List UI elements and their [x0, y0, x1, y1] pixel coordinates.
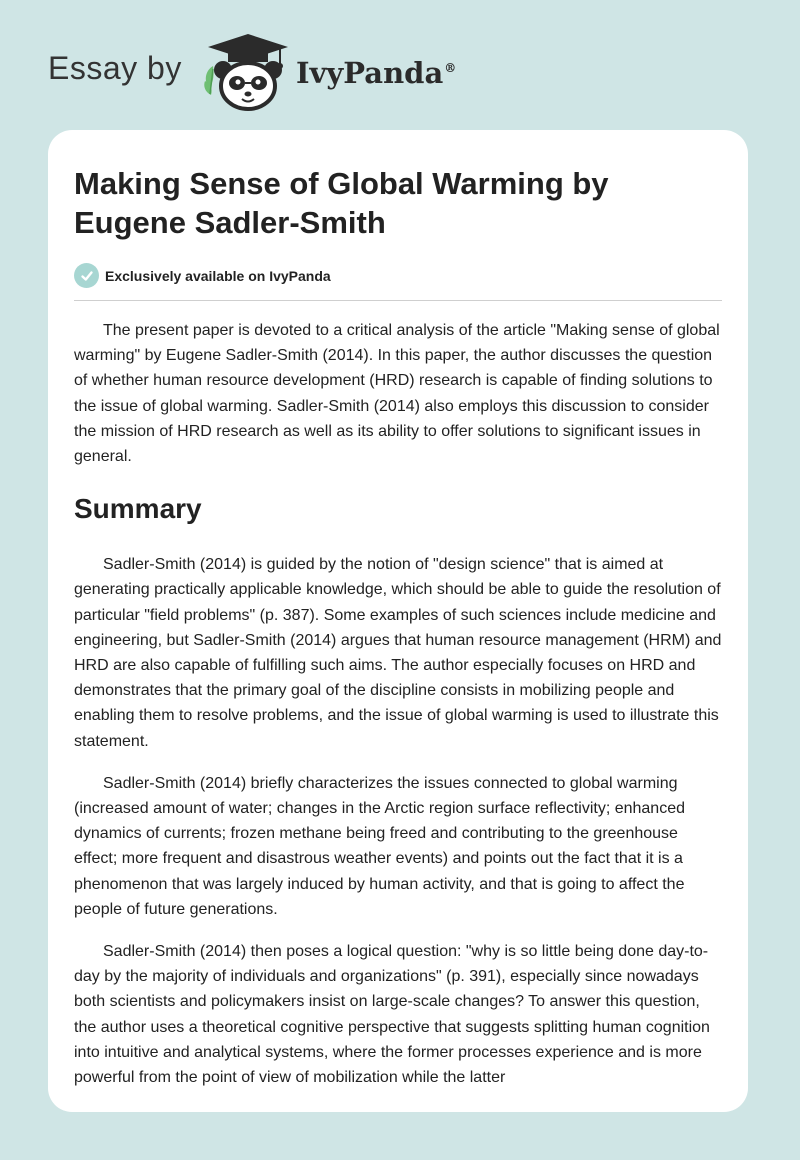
panda-logo-icon[interactable]	[200, 32, 292, 112]
intro-paragraph: The present paper is devoted to a critical analysis of the article "Making sense of global warming" by Eugene Sadler-Smith (2014). In this paper, the author discusses the question of whether human resource development (HRD) research is capable of finding solutions to the issue of global warming. Sadler-Smith (2014) also employs this discussion to consider the mission of HRD research as well as its ability to offer solutions to significant issues in general.	[74, 322, 720, 466]
body-paragraph: Sadler-Smith (2014) is guided by the notion of "design science" that is aimed at generating practically applicable knowledge, which should be able to guide the resolution of particular "field problems" (p. 387). Some examples of such sciences include medicine and engineering, but Sadler-Smith (2014) argues that human resource management (HRM) and HRD are also capable of fulfilling such aims. The author especially focuses on HRD and demonstrates that the primary goal of the discipline consists in mobilizing people and enabling them to resolve problems, and the issue of global warming is used to illustrate this statement.	[74, 556, 722, 750]
brand-name[interactable]: IvyPanda®	[296, 56, 457, 90]
brand-prefix: Essay by	[48, 50, 182, 86]
registered-mark: ®	[444, 61, 457, 76]
article-title: Making Sense of Global Warming by Eugene Sadler-Smith	[74, 166, 609, 240]
body-paragraph: Sadler-Smith (2014) then poses a logical question: "why is so little being done day-to-day by the majority of individuals and organizations" (p. 391), especially since nowadays both scientists and policymakers insist on large-scale changes? To answer this question, the author uses a theoretical cognitive perspective that suggests splitting human cognition into intuitive and analytical systems, where the former processes experience and is more powerful from the point of view of mobilization while the latter	[74, 943, 710, 1087]
badge-label: Exclusively available on IvyPanda	[105, 267, 331, 284]
body-paragraph: Sadler-Smith (2014) briefly characterizes the issues connected to global warming (increased amount of water; changes in the Arctic region surface reflectivity; enhanced dynamics of currents; frozen methane being freed and contributing to the greenhouse effect; more frequent and disastrous weather events) and points out the fact that it is a phenomenon that was largely induced by human activity, and that is going to affect the people of future generations.	[74, 774, 685, 918]
checkmark-icon	[74, 263, 99, 288]
exclusive-badge	[74, 263, 722, 288]
divider	[74, 300, 722, 301]
site-header	[0, 0, 800, 130]
article-card	[48, 130, 748, 1112]
section-heading-summary: Summary	[74, 493, 202, 525]
